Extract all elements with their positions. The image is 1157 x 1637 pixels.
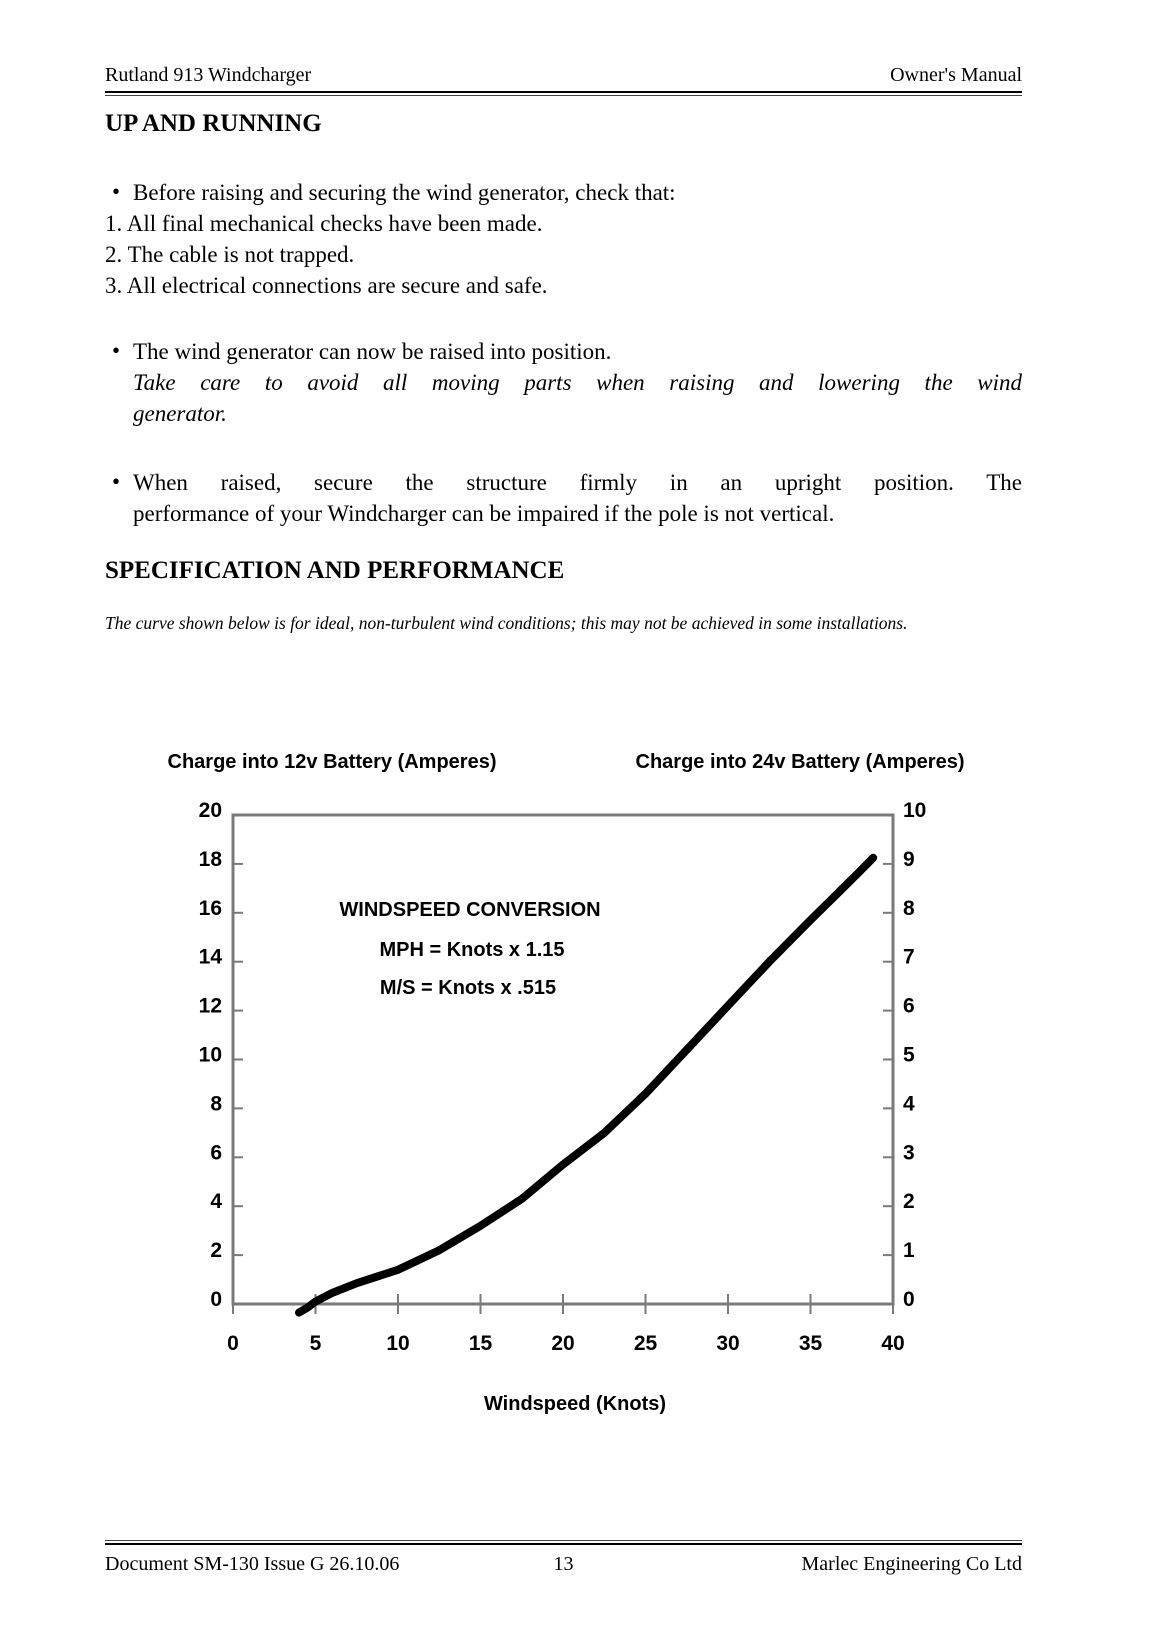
bullet-text-line: performance of your Windcharger can be impaired if the pole is not vertical. <box>133 501 835 526</box>
header-doc-title: Rutland 913 Windcharger <box>105 64 312 86</box>
right-axis-title: Charge into 24v Battery (Amperes) <box>635 751 965 773</box>
y-left-tick-label: 14 <box>198 945 222 969</box>
y-right-tick-label: 7 <box>903 945 915 969</box>
bullet-icon: • <box>112 179 121 204</box>
y-left-tick-label: 10 <box>198 1043 222 1067</box>
x-axis-title: Windspeed (Knots) <box>483 1393 667 1415</box>
y-left-tick-label: 18 <box>198 847 222 871</box>
pre-raise-checklist <box>105 177 1022 301</box>
x-tick-label: 35 <box>798 1332 823 1355</box>
y-left-tick-label: 16 <box>198 896 222 920</box>
secure-instruction <box>105 467 1022 529</box>
y-right-tick-label: 0 <box>903 1288 915 1311</box>
footer-company: Marlec Engineering Co Ltd <box>801 1553 1022 1575</box>
performance-chart <box>0 700 1157 1460</box>
y-right-tick-label: 10 <box>903 799 927 822</box>
y-left-tick-label: 6 <box>210 1141 222 1165</box>
footer-document-id: Document SM-130 Issue G 26.10.06 <box>105 1553 400 1575</box>
y-right-tick-label: 4 <box>903 1092 915 1116</box>
charge-curve <box>299 858 873 1313</box>
check-item: 1. All final mechanical checks have been made. <box>105 211 543 236</box>
y-right-tick-label: 5 <box>903 1043 915 1067</box>
ideal-conditions-note: The curve shown below is for ideal, non-turbulent wind conditions; this may not be achieved in some installations. <box>105 613 908 633</box>
left-axis-title: Charge into 12v Battery (Amperes) <box>167 751 497 773</box>
bullet-icon: • <box>112 469 121 494</box>
caution-note-line: generator. <box>133 401 227 426</box>
bullet-icon: • <box>112 338 121 363</box>
page-header <box>105 63 1022 93</box>
x-tick-label: 15 <box>468 1332 493 1355</box>
bullet-text: Before raising and securing the wind generator, check that: <box>133 180 676 205</box>
raise-instruction <box>105 336 1022 429</box>
y-right-tick-label: 6 <box>903 994 915 1018</box>
bullet-item <box>105 336 1022 367</box>
annotation-windspeed-conversion: WINDSPEED CONVERSION <box>339 899 601 921</box>
x-tick-label: 10 <box>386 1332 410 1355</box>
y-right-tick-label: 8 <box>903 896 915 920</box>
bullet-text: The wind generator can now be raised into position. <box>133 339 612 364</box>
check-item: 2. The cable is not trapped. <box>105 242 355 267</box>
header-manual-label: Owner's Manual <box>890 64 1022 86</box>
bullet-item <box>105 177 1022 208</box>
heading-up-and-running: UP AND RUNNING <box>105 110 322 137</box>
bullet-text: When raised, secure the structure firmly in an upright position. The <box>133 470 1022 495</box>
bullet-item <box>105 467 1022 498</box>
y-left-tick-label: 20 <box>198 799 222 822</box>
y-right-tick-label: 2 <box>903 1190 915 1214</box>
y-left-tick-label: 8 <box>210 1092 222 1116</box>
x-tick-label: 5 <box>309 1332 322 1355</box>
check-item: 3. All electrical connections are secure and safe. <box>105 273 548 298</box>
x-tick-label: 30 <box>716 1332 740 1355</box>
annotation-mph-formula: MPH = Knots x 1.15 <box>379 939 565 961</box>
y-left-tick-label: 0 <box>210 1288 222 1311</box>
y-left-tick-label: 4 <box>210 1190 222 1214</box>
y-right-tick-label: 3 <box>903 1141 915 1165</box>
charge-curve-line <box>299 858 873 1313</box>
y-left-tick-label: 2 <box>210 1239 222 1263</box>
y-right-tick-label: 9 <box>903 847 915 871</box>
axis-ticks <box>199 799 927 1355</box>
y-right-tick-label: 1 <box>903 1239 915 1263</box>
plot-area-border <box>233 815 893 1304</box>
heading-specification: SPECIFICATION AND PERFORMANCE <box>105 557 565 584</box>
footer-page-number: 13 <box>553 1553 574 1575</box>
x-tick-label: 20 <box>551 1332 575 1355</box>
annotation-ms-formula: M/S = Knots x .515 <box>379 977 557 999</box>
x-tick-label: 40 <box>881 1332 905 1355</box>
caution-note-line: Take care to avoid all moving parts when raising and lowering the wind <box>133 370 1022 395</box>
page-footer <box>105 1543 1022 1577</box>
y-left-tick-label: 12 <box>198 994 222 1018</box>
x-tick-label: 25 <box>633 1332 658 1355</box>
x-tick-label: 0 <box>227 1332 239 1355</box>
